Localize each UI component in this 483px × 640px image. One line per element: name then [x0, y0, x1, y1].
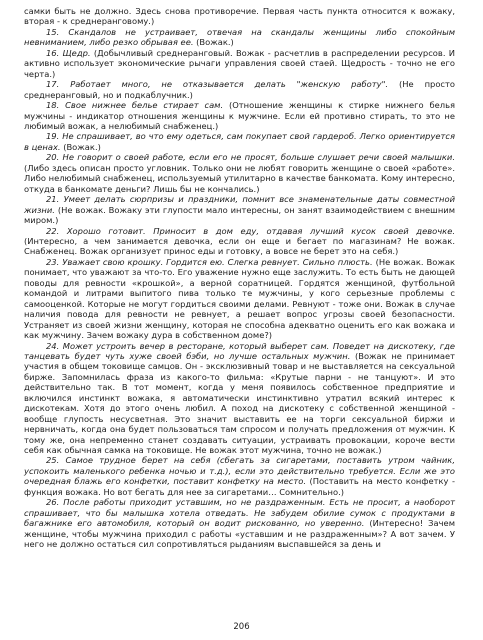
italic-text: 15. Скандалов не устраивает, отвечая на скандалы женщины либо спокойным невниманием, либо резко обрывая ее. [24, 26, 455, 48]
regular-text: (Добычливый среднеранговый. Вожак - расчетлив в распределении ресурсов. И активно использует экономические рычаги управления своей стаей. Щедрость - точно не его черта.) [24, 47, 455, 79]
paragraph [24, 257, 455, 341]
paragraph [24, 341, 455, 456]
regular-text: (Интересно, а чем занимается девочка, если он еще и бегает по магазинам? Не вожак. Снабженец. Вожак организует принос еды и готовку, а вовсе не берет это на себя.) [24, 235, 455, 257]
body-text [24, 6, 455, 550]
regular-text: (Интересно! Зачем женщине, чтобы мужчина приходил с работы «уставшим и не раздраженным»? А вот зачем. У него не должно остаться сил сопротивляться рыданиям выспавшейся за день и [24, 518, 455, 550]
italic-text: 23. Уважает свою крошку. Гордится ею. Слегка ревнует. Сильно плюсть. [46, 256, 373, 267]
italic-text: 19. Не спрашивает, во что ему одеться, сам покупает свой гардероб. Легко ориентируется в ценах. [24, 131, 455, 152]
paragraph [24, 194, 455, 225]
paragraph [24, 27, 455, 48]
paragraph [24, 100, 455, 131]
italic-text: 20. Не говорит о своей работе, если его не просят, больше слушает речи своей малышки. [46, 152, 455, 163]
italic-text: 17. Работает много, не отказывается делать "женскую работу". [46, 79, 389, 90]
page-number: 206 [233, 622, 250, 632]
paragraph [24, 152, 455, 194]
regular-text: (Отношение женщины к стирке нижнего белья мужчины - индикатор отношения женщины к мужчине. Если ей противно стирать, то это не любимый вожак, а нелюбимый снабженец.) [24, 100, 456, 131]
regular-text: (Вожак.) [60, 141, 101, 152]
paragraph [24, 497, 455, 549]
paragraph [24, 6, 455, 27]
regular-text: (Не вожак. Вожаку эти глупости мало интересны, он занят взаимодействием с внешним миром.) [24, 204, 455, 226]
regular-text: (Поставить на место конфетку - функция вожака. Но вот бегать для нее за сигаретами… Сомнительно.) [24, 476, 455, 497]
italic-text: 26. После работы приходит уставшим, но не раздраженным. Есть не просит, а наоборот спрашивает, что бы малышка хотела отведать. Не забудем обилие сумок с продуктами в багажнике его автомобиля, который он водит рискованно, но уверенно. [24, 497, 455, 529]
regular-text: (Вожак не принимает участия в общем токовище самцов. Он - эксклюзивный товар и не выставляется на сексуальной бирже. Запомнилась фраза из какого-то фильма: «Крутые парни - не танцуют». И это действительно так. В тот момент, когда у меня появилось собственное предприятие и включился инстинкт вожака, я автоматически инстинктивно утратил всякий интерес к дискотекам. Хотя до этого очень любил. А поход на дискотеку с собственной женщиной - вообще глупость несусветная. Это значит выставить ее на торги сексуальной биржи и нервничать, когда она будет пользоваться там спросом и получать предложения от мужчин. К тому же, она непременно станет создавать ситуации, устраивать провокации, короче вести себя как обычная самка на токовище. Не вожак этот мужчина, точно не вожак.) [24, 350, 455, 456]
paragraph [24, 48, 455, 79]
italic-text: 16. Щедр. [46, 47, 91, 58]
regular-text: самки быть не должно. Здесь снова противоречие. Первая часть пункта относится к вожаку, вторая - к среднеранговому.) [24, 6, 455, 27]
italic-text: 21. Умеет делать сюрпризы и праздники, помнит все знаменательные даты совместной жизни. [24, 194, 455, 215]
italic-text: 24. Может устроить вечер в ресторане, который выберет сам. Поведет на дискотеку, где танцевать будет чуть хуже своей бэби, но лучше остальных мужчин. [24, 340, 455, 361]
paragraph [24, 79, 455, 100]
regular-text: (Либо здесь описан просто угловник. Только они не любят говорить женщине о своей «работе». Либо нелюбимый снабженец, используемый утилитарно в качестве банкомата. Кому интересно, откуда в банкомате деньги? Лишь бы не кончались.) [24, 162, 455, 194]
paragraph [24, 131, 455, 152]
paragraph [24, 455, 455, 497]
regular-text: (Не просто среднеранговый, но и подкаблучник.) [24, 79, 455, 100]
italic-text: 18. Свое нижнее белье стирает сам. [46, 100, 224, 111]
paragraph [24, 226, 455, 257]
regular-text: (Не вожак. Вожак понимает, что уважают за что-то. Его уважение нужно еще заслужить. То есть быть не дающей поводы для ревности «крошкой», а верной соратницей. Гордятся женщиной, футбольной командой и литрами выпитого пива только те мужчины, у кого серьезные проблемы с самооценкой. Которые не могут гордиться своими делами. Ревнуют - тоже они. Вожак в случае наличия повода для ревности не ревнует, а решает вопрос угрозы своей безопасности. Устраняет из своей жизни женщину, которая не способна адекватно оценить его как вожака и как мужчину. Зачем вожаку дура в собственном доме?) [24, 256, 455, 341]
italic-text: 22. Хорошо готовит. Приносит в дом еду, отдавая лучший кусок своей девочке. [46, 225, 455, 236]
italic-text: 25. Самое трудное берет на себя (сбегать за сигаретами, поставить утром чайник, успокоить маленького ребенка ночью и т.д.), если это действительно требуется. Если же это очередная блажь его конфетки, поставит конфетку на место. [24, 455, 455, 487]
regular-text: (Вожак.) [193, 37, 234, 48]
